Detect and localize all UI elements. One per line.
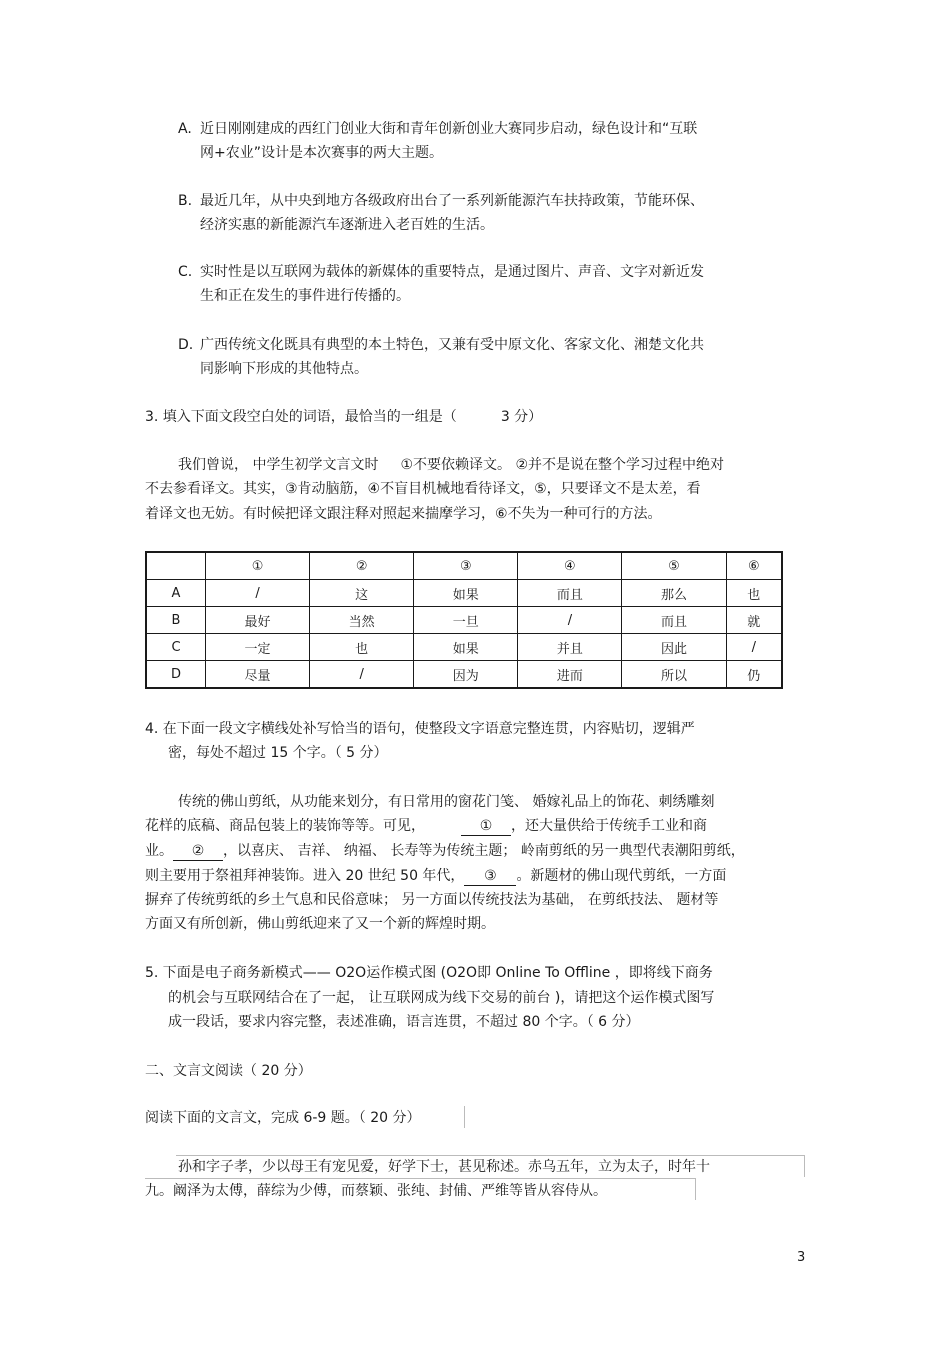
table-cell: 也 [726, 580, 782, 607]
table-row [146, 634, 782, 661]
table-cell: ③ [414, 552, 518, 580]
table-cell: 如果 [414, 634, 518, 661]
q4-title-line1: 4. 在下面一段文字横线处补写恰当的语句，使整段文字语意完整连贯，内容贴切，逻辑严 [145, 721, 695, 737]
table-cell: 当然 [310, 607, 414, 634]
classical-line1: 孙和字子孝，少以母王有宠见爱，好学下士，甚见称述。赤乌五年，立为太子，时年十 [178, 1159, 710, 1175]
table-cell: 所以 [622, 661, 726, 689]
blank-2[interactable]: ② [173, 842, 223, 861]
table-cell: ④ [518, 552, 622, 580]
option-d-line2: 同影响下形成的其他特点。 [200, 361, 368, 377]
blank-3[interactable]: ③ [464, 867, 516, 886]
option-a-line2: 网+农业”设计是本次赛事的两大主题。 [200, 145, 443, 161]
q4-paragraph-line6: 方面又有所创新，佛山剪纸迎来了又一个新的辉煌时期。 [145, 916, 495, 932]
reading-intro: 阅读下面的文言文，完成 6-9 题。（ 20 分） [145, 1110, 421, 1126]
passage-frame-middle [145, 1178, 695, 1179]
table-cell: 进而 [518, 661, 622, 689]
q4-title-line2: 密，每处不超过 15 个字。（ 5 分） [168, 745, 388, 761]
table-cell: 那么 [622, 580, 726, 607]
table-cell [146, 552, 206, 580]
table-header-row [146, 552, 782, 580]
q4-paragraph-line5: 摒弃了传统剪纸的乡土气息和民俗意味； 另一方面以传统技法为基础， 在剪纸技法、 题材等 [145, 892, 719, 908]
table-cell: / [518, 607, 622, 634]
table-cell: / [310, 661, 414, 689]
option-a-line1: A. 近日刚刚建成的西红门创业大街和青年创新创业大赛同步启动，绿色设计和“互联 [178, 121, 698, 137]
table-cell: C [146, 634, 206, 661]
q4-paragraph-line2: 花样的底稿、商品包装上的装饰等等。可见， ① ，还大量供给于传统手工业和商 [145, 818, 707, 834]
table-cell: 这 [310, 580, 414, 607]
q5-line2: 的机会与互联网结合在了一起， 让互联网成为线下交易的前台 )，请把这个运作模式图写 [168, 990, 715, 1006]
q3-paragraph-line3: 着译文也无妨。有时候把译文跟注释对照起来揣摩学习，⑥不失为一种可行的方法。 [145, 506, 662, 522]
table-cell: A [146, 580, 206, 607]
table-cell: D [146, 661, 206, 689]
q3-paragraph-line2: 不去参看译文。其实，③肯动脑筋，④不盲目机械地看待译文，⑤，只要译文不是太差，看 [145, 481, 701, 497]
table-cell: 如果 [414, 580, 518, 607]
table-cell: 也 [310, 634, 414, 661]
q3-title: 3. 填入下面文段空白处的词语，最恰当的一组是（ 3 分） [145, 409, 543, 425]
table-row [146, 580, 782, 607]
table-row [146, 661, 782, 689]
table-cell: / [206, 580, 310, 607]
q4-paragraph-line4: 则主要用于祭祖拜神装饰。进入 20 世纪 50 年代， ③ 。新题材的佛山现代剪纸，一方面 [145, 868, 727, 884]
page-number: 3 [797, 1250, 806, 1265]
q4-paragraph-line1: 传统的佛山剪纸，从功能来划分，有日常用的窗花门笺、 婚嫁礼品上的饰花、刺绣雕刻 [178, 794, 715, 810]
option-b-line1: B. 最近几年，从中央到地方各级政府出台了一系列新能源汽车扶持政策，节能环保、 [178, 193, 704, 209]
passage-frame-right [804, 1155, 805, 1177]
table-row [146, 607, 782, 634]
table-cell: ⑤ [622, 552, 726, 580]
table-cell: 一旦 [414, 607, 518, 634]
table-cell: 最好 [206, 607, 310, 634]
table-cell: 仍 [726, 661, 782, 689]
q3-paragraph-line1: 我们曾说， 中学生初学文言文时 ①不要依赖译文。 ②并不是说在整个学习过程中绝对 [178, 457, 725, 473]
passage-frame-top [176, 1155, 804, 1156]
table-cell: 因此 [622, 634, 726, 661]
table-cell: 因为 [414, 661, 518, 689]
option-b-line2: 经济实惠的新能源汽车逐渐进入老百姓的生活。 [200, 217, 494, 233]
passage-frame-right-2 [695, 1178, 696, 1200]
table-cell: 一定 [206, 634, 310, 661]
option-c-line2: 生和正在发生的事件进行传播的。 [200, 288, 410, 304]
option-c-line1: C. 实时性是以互联网为载体的新媒体的重要特点，是通过图片、声音、文字对新近发 [178, 264, 704, 280]
table-cell: 而且 [622, 607, 726, 634]
table-cell: ① [206, 552, 310, 580]
table-cell: 并且 [518, 634, 622, 661]
option-d-line1: D. 广西传统文化既具有典型的本土特色，又兼有受中原文化、客家文化、湘楚文化共 [178, 337, 704, 353]
table-cell: 就 [726, 607, 782, 634]
classical-line2: 九。阚泽为太傅，薛综为少傅，而蔡颖、张纯、封俌、严维等皆从容侍从。 [145, 1183, 607, 1199]
table-cell: B [146, 607, 206, 634]
q5-line3: 成一段话，要求内容完整，表述准确，语言连贯，不超过 80 个字。（ 6 分） [168, 1014, 640, 1030]
table-cell: ⑥ [726, 552, 782, 580]
blank-1[interactable]: ① [461, 817, 511, 836]
table-cell: 尽量 [206, 661, 310, 689]
table-cell: 而且 [518, 580, 622, 607]
q5-line1: 5. 下面是电子商务新模式—— O2O运作模式图 (O2O即 Online To Offline ，即将线下商务 [145, 965, 713, 981]
answer-choice-table [145, 551, 783, 689]
section-2-heading: 二、文言文阅读（ 20 分） [145, 1063, 312, 1079]
table-cell: ② [310, 552, 414, 580]
q4-paragraph-line3: 业。 ② ，以喜庆、 吉祥、 纳福、 长寿等为传统主题； 岭南剪纸的另一典型代表潮阳剪纸， [145, 843, 745, 859]
table-cell: / [726, 634, 782, 661]
text-frame-edge [464, 1106, 465, 1128]
